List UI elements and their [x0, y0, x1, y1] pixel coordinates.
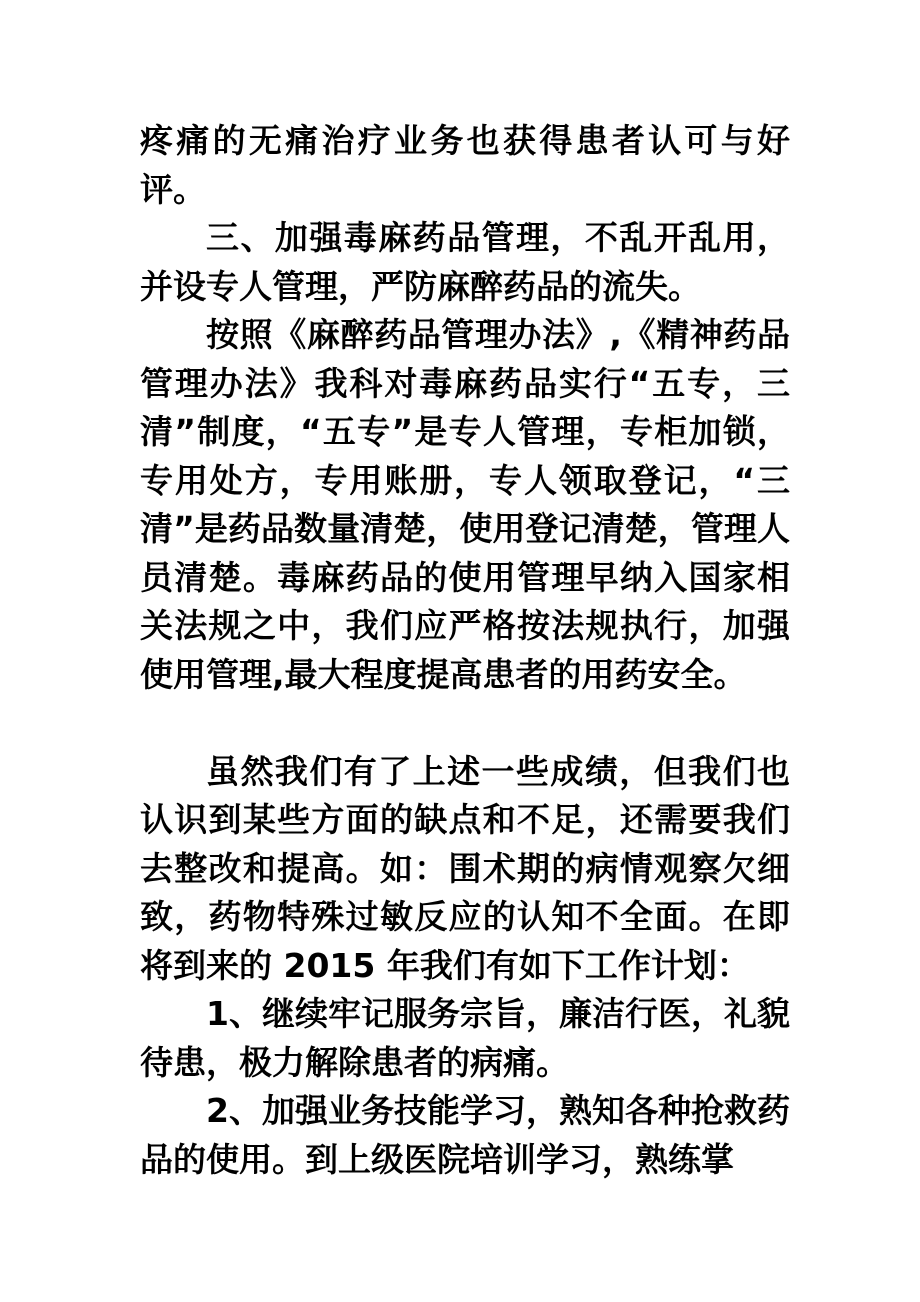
- paragraph-spacer: [140, 699, 790, 748]
- paragraph-pain-treatment: 疼痛的无痛治疗业务也获得患者认可与好评。: [140, 121, 790, 209]
- paragraph-narcotic-management: 按照《麻醉药品管理办法》,《精神药品管理办法》我科对毒麻药品实行“五专，三清”制度，“五专”是专人管理，专柜加锁，专用处方，专用账册，专人领取登记，“三清”是药品数量清楚，使用登记清楚，管理人员清楚。毒麻药品的使用管理早纳入国家相关法规之中，我们应严格按法规执行，加强使用管理,最大程度提高患者的用药安全。: [140, 315, 790, 694]
- document-body: [140, 117, 790, 1184]
- paragraph-section-three-heading: 三、加强毒麻药品管理，不乱开乱用，并设专人管理，严防麻醉药品的流失。: [140, 218, 790, 306]
- paragraph-shortcomings-and-plan: 虽然我们有了上述一些成绩，但我们也认识到某些方面的缺点和不足，还需要我们去整改和提高。如：围术期的病情观察欠细致，药物特殊过敏反应的认知不全面。在即将到来的 2015 年我们有如下工作计划：: [140, 751, 790, 985]
- paragraph-plan-item-2: 2、加强业务技能学习，熟知各种抢救药品的使用。到上级医院培训学习，熟练掌: [140, 1091, 790, 1179]
- paragraph-plan-item-1: 1、继续牢记服务宗旨，廉洁行医，礼貌待患，极力解除患者的病痛。: [140, 994, 790, 1082]
